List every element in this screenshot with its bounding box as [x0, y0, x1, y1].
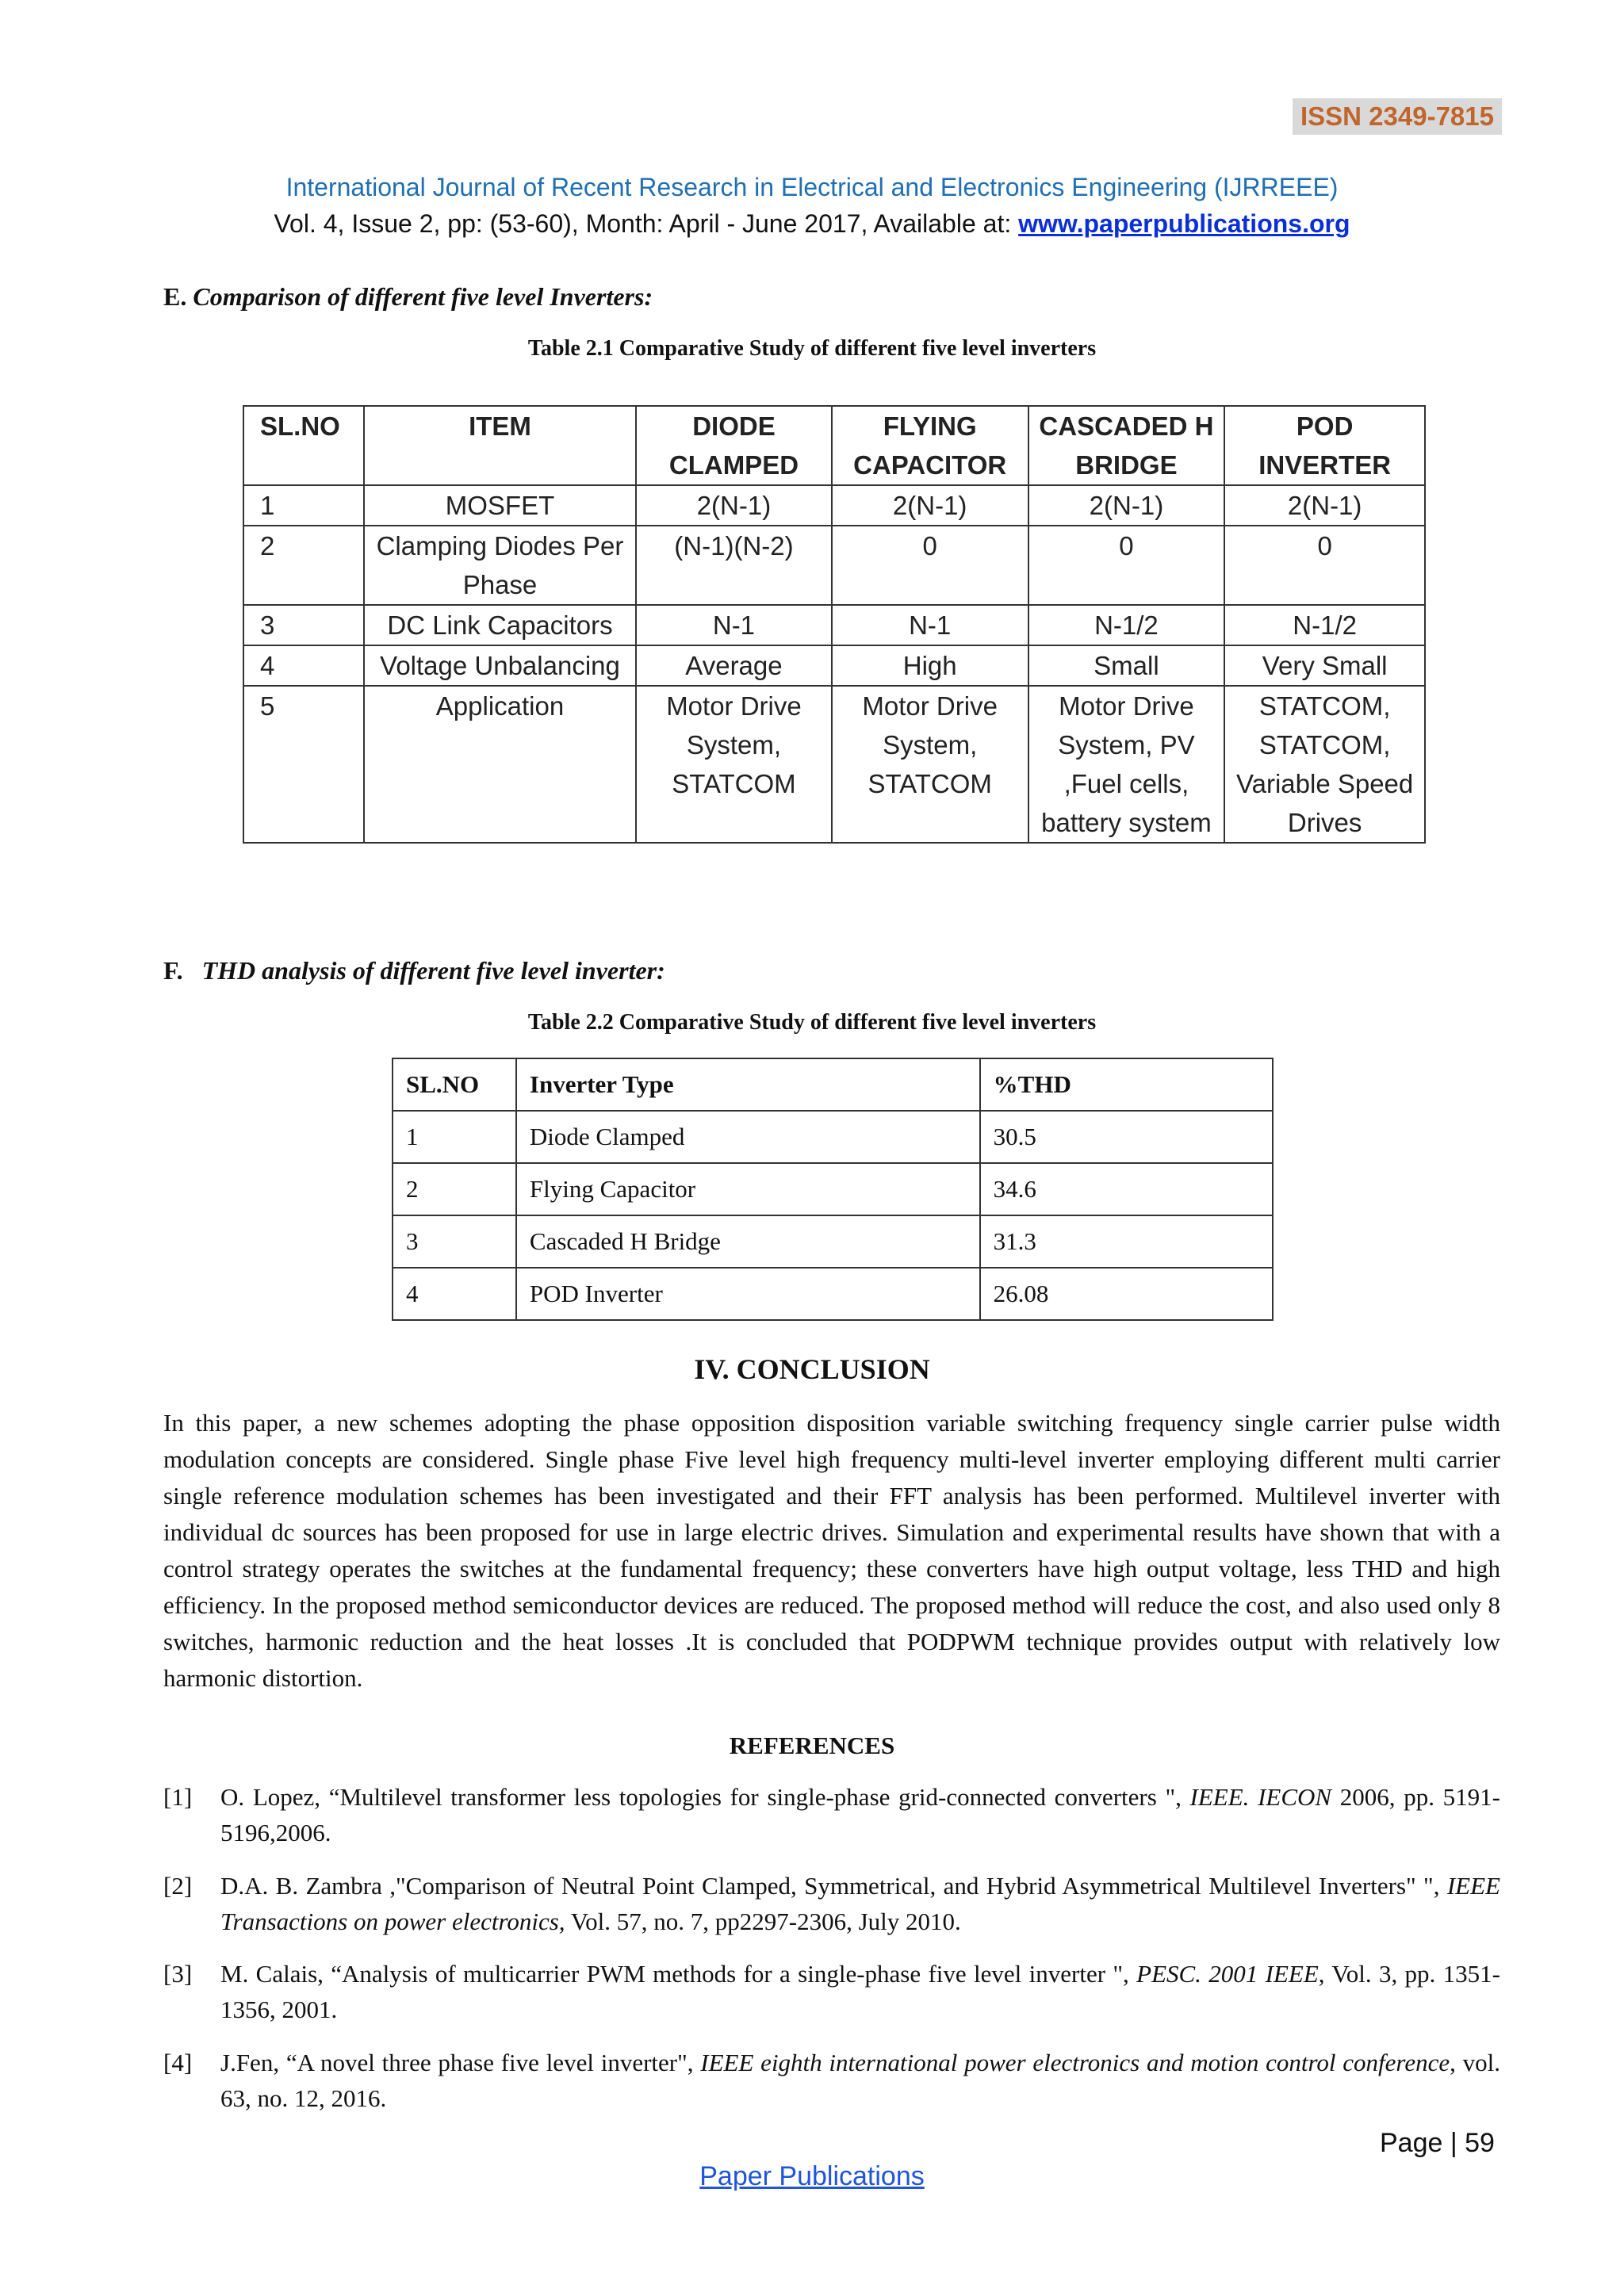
header-cell: SL.NO — [393, 1058, 516, 1111]
header-cell: FLYING CAPACITOR — [832, 406, 1028, 485]
table-cell: 2(N-1) — [832, 485, 1028, 526]
table-cell: STATCOM, STATCOM, Variable Speed Drives — [1224, 686, 1425, 843]
table-cell: 2(N-1) — [636, 485, 832, 526]
publisher-link[interactable]: Paper Publications — [699, 2161, 925, 2191]
section-f-letter: F. — [163, 956, 183, 985]
table-header-row — [243, 406, 1425, 485]
journal-title: International Journal of Recent Research in Electrical and Electronics Engineering (IJRREEE) — [285, 173, 1339, 201]
conclusion-heading: IV. CONCLUSION — [694, 1353, 930, 1385]
table-cell: 4 — [393, 1268, 516, 1320]
table-cell: 30.5 — [980, 1111, 1273, 1163]
table-cell: Motor Drive System, STATCOM — [636, 686, 832, 843]
table-row — [393, 1215, 1273, 1268]
table-cell: 0 — [832, 526, 1028, 605]
table-cell: 2(N-1) — [1224, 485, 1425, 526]
header-cell: DIODE CLAMPED — [636, 406, 832, 485]
reference-text: D.A. B. Zambra ,"Comparison of Neutral Point Clamped, Symmetrical, and Hybrid Asymmetrical Multilevel Inverters" ", — [220, 1872, 1447, 1900]
reference-item — [163, 1868, 1500, 1939]
conclusion-paragraph: In this paper, a new schemes adopting the phase opposition disposition variable switching frequency single carrier pulse width modulation concepts are considered. Single phase Five level high frequency multi-level inverter employing different multi carrier single reference modulation schemes has been investigated and their FFT analysis has been performed. Multilevel inverter with individual dc sources has been proposed for use in large electric drives. Simulation and experimental results have shown that with a control strategy operates the switches at the fundamental frequency; these converters have high output voltage, less THD and high efficiency. In the proposed method semiconductor devices are reduced. The proposed method will reduce the cost, and also used only 8 switches, harmonic reduction and the heat losses .It is concluded that PODPWM technique provides output with relatively low harmonic distortion. — [163, 1409, 1500, 1692]
table-cell: Clamping Diodes Per Phase — [364, 526, 636, 605]
table-cell: 34.6 — [980, 1163, 1273, 1215]
table-row — [393, 1163, 1273, 1215]
table-cell: 0 — [1028, 526, 1225, 605]
reference-text: J.Fen, “A novel three phase five level inverter", — [220, 2049, 701, 2076]
table-cell: (N-1)(N-2) — [636, 526, 832, 605]
table-header-row — [393, 1058, 1273, 1111]
section-e-title: Comparison of different five level Inverters: — [193, 282, 653, 311]
table-cell: Flying Capacitor — [516, 1163, 980, 1215]
table-cell: Small — [1028, 645, 1225, 686]
reference-number: [4] — [163, 2049, 193, 2076]
table-cell: 26.08 — [980, 1268, 1273, 1320]
table-row — [243, 686, 1425, 843]
reference-details: , Vol. 3, pp. 1351- 1356, 2001. — [220, 1960, 1500, 2023]
table-cell: Motor Drive System, PV ,Fuel cells, battery system — [1028, 686, 1225, 843]
table-row — [243, 605, 1425, 645]
table-cell: N-1 — [636, 605, 832, 645]
reference-details: , vol. 63, no. 12, 2016. — [220, 2049, 1500, 2112]
header-cell: %THD — [980, 1058, 1273, 1111]
table2-caption: Table 2.2 Comparative Study of different five level inverters — [527, 1010, 1097, 1035]
comparison-table — [243, 405, 1426, 844]
reference-venue: IEEE Transactions on power electronics, — [220, 1872, 1500, 1935]
reference-item — [163, 1779, 1500, 1850]
table-cell: 31.3 — [980, 1215, 1273, 1268]
page-number: Page | 59 — [1380, 2128, 1495, 2158]
section-e-letter: E. — [163, 282, 187, 311]
header-cell: POD INVERTER — [1224, 406, 1425, 485]
reference-number: [1] — [163, 1783, 193, 1811]
issn-badge: ISSN 2349-7815 — [1293, 98, 1502, 135]
table-cell: N-1/2 — [1028, 605, 1225, 645]
table-cell: Cascaded H Bridge — [516, 1215, 980, 1268]
table-cell: MOSFET — [364, 485, 636, 526]
volume-line — [0, 209, 1624, 239]
reference-venue: IEEE. IECON — [1189, 1783, 1332, 1811]
table-cell: 1 — [243, 485, 364, 526]
reference-venue: PESC. 2001 IEEE — [1136, 1960, 1319, 1988]
table-cell: Application — [364, 686, 636, 843]
table-cell: N-1/2 — [1224, 605, 1425, 645]
volume-info: Vol. 4, Issue 2, pp: (53-60), Month: April - June 2017, Available at: — [274, 209, 1019, 238]
header-cell: SL.NO — [243, 406, 364, 485]
section-e-heading — [163, 282, 653, 312]
table-row — [243, 645, 1425, 686]
table-cell: POD Inverter — [516, 1268, 980, 1320]
table-cell: Average — [636, 645, 832, 686]
table-cell: N-1 — [832, 605, 1028, 645]
thd-table — [392, 1058, 1274, 1321]
table-cell: 3 — [393, 1215, 516, 1268]
table-cell: 2 — [243, 526, 364, 605]
reference-details: 2006, pp. 5191-5196,2006. — [220, 1783, 1500, 1846]
journal-website-link[interactable]: www.paperpublications.org — [1018, 209, 1350, 238]
table1-caption: Table 2.1 Comparative Study of different five level inverters — [527, 336, 1097, 361]
table-cell: 2(N-1) — [1028, 485, 1225, 526]
header-cell: CASCADED H BRIDGE — [1028, 406, 1225, 485]
table-cell: 1 — [393, 1111, 516, 1163]
table-cell: Voltage Unbalancing — [364, 645, 636, 686]
table-row — [393, 1268, 1273, 1320]
reference-venue: IEEE eighth international power electronics and motion control conference — [700, 2049, 1450, 2076]
header-cell: Inverter Type — [516, 1058, 980, 1111]
reference-number: [3] — [163, 1960, 193, 1988]
table-cell: Motor Drive System, STATCOM — [832, 686, 1028, 843]
section-f-title: THD analysis of different five level inverter: — [201, 956, 665, 985]
table-cell: 4 — [243, 645, 364, 686]
table-cell: Very Small — [1224, 645, 1425, 686]
table-row — [243, 485, 1425, 526]
table-cell: DC Link Capacitors — [364, 605, 636, 645]
table-row — [243, 526, 1425, 605]
reference-item — [163, 2045, 1500, 2116]
table-cell: 2 — [393, 1163, 516, 1215]
section-f-heading — [163, 956, 665, 985]
reference-details: Vol. 57, no. 7, pp2297-2306, July 2010. — [565, 1908, 961, 1935]
table-cell: 5 — [243, 686, 364, 843]
table-cell: 0 — [1224, 526, 1425, 605]
table-cell: High — [832, 645, 1028, 686]
reference-number: [2] — [163, 1872, 193, 1900]
table-row — [393, 1111, 1273, 1163]
references-heading: REFERENCES — [729, 1732, 895, 1759]
table-cell: 3 — [243, 605, 364, 645]
reference-text: M. Calais, “Analysis of multicarrier PWM methods for a single-phase five level inverter ", — [220, 1960, 1137, 1988]
reference-text: O. Lopez, “Multilevel transformer less topologies for single-phase grid-connected converters ", — [220, 1783, 1190, 1811]
table-cell: Diode Clamped — [516, 1111, 980, 1163]
header-cell: ITEM — [364, 406, 636, 485]
reference-item — [163, 1956, 1500, 2027]
